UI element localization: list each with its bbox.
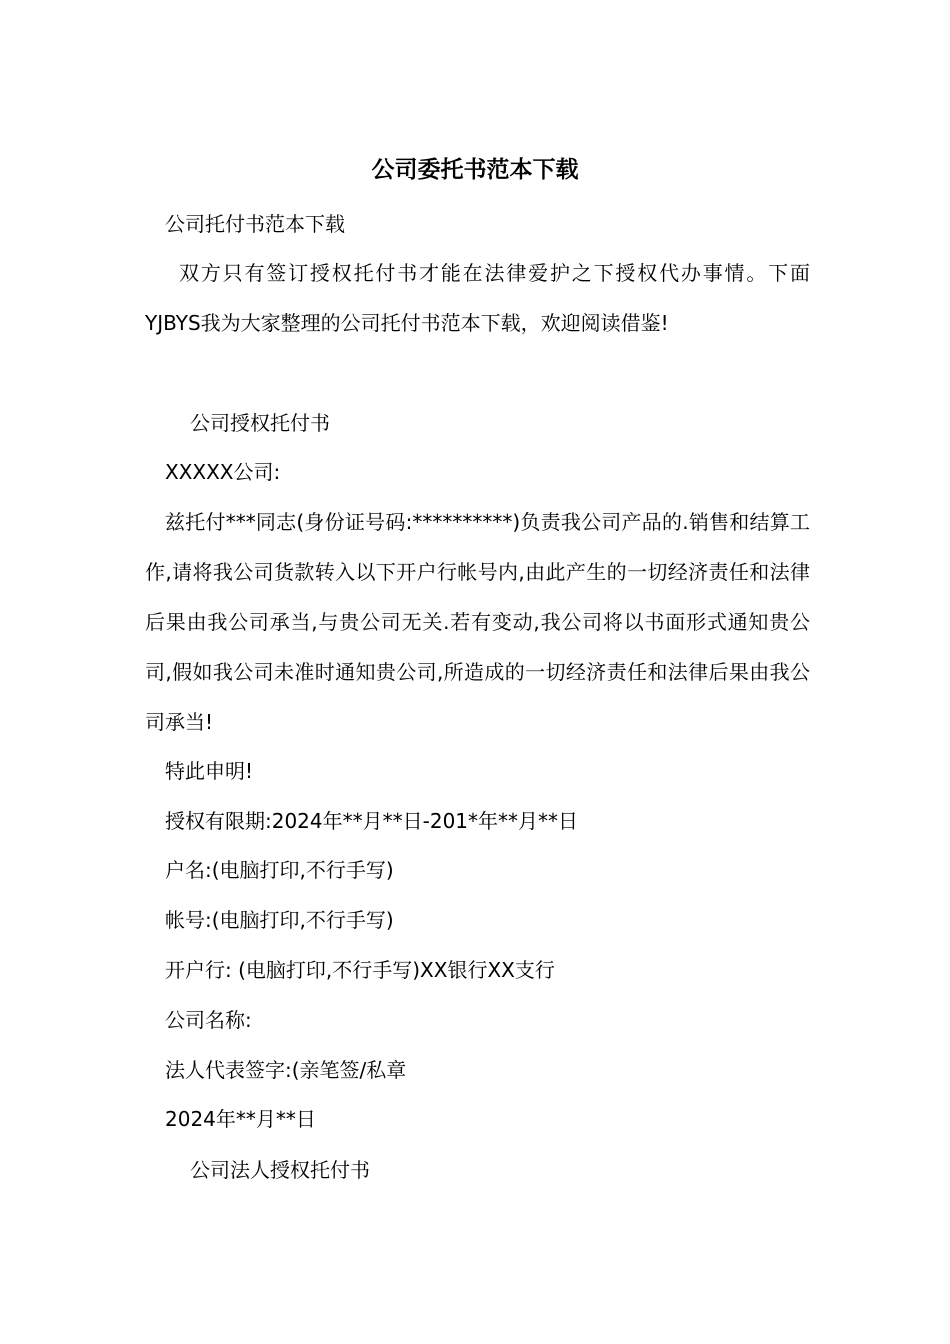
account-number-field: 帐号:(电脑打印,不行手写)	[165, 908, 394, 932]
declaration: 特此申明!	[165, 759, 254, 783]
addressee: XXXXX公司:	[165, 460, 281, 484]
signature-field: 法人代表签字:(亲笔签/私章	[165, 1058, 407, 1082]
bank-field: 开户行: (电脑打印,不行手写)XX银行XX支行	[165, 958, 555, 982]
document-title: 公司委托书范本下载	[371, 157, 579, 183]
section-heading-authorization: 公司授权托付书	[190, 411, 330, 435]
section-heading-legal-representative: 公司法人授权托付书	[190, 1158, 370, 1182]
account-name-field: 户名:(电脑打印,不行手写)	[165, 858, 394, 882]
date-field: 2024年**月**日	[165, 1107, 316, 1131]
intro-paragraph: 双方只有签订授权托付书才能在法律爱护之下授权代办事情。下面YJBYS我为大家整理的公司托付书范本下载，欢迎阅读借鉴!	[145, 261, 810, 335]
body-paragraph: 兹托付***同志(身份证号码:**********)负责我公司产品的.销售和结算工作,请将我公司货款转入以下开户行帐号内,由此产生的一切经济责任和法律后果由我公司承当,与贵公司无关.若有变动,我公司将以书面形式通知贵公司,假如我公司未准时通知贵公司,所造成的一切经济责任和法律后果由我公司承当!	[145, 510, 810, 734]
document-subtitle: 公司托付书范本下载	[165, 212, 345, 236]
validity-period: 授权有限期:2024年**月**日-201*年**月**日	[165, 809, 579, 833]
company-name-field: 公司名称:	[165, 1008, 252, 1032]
